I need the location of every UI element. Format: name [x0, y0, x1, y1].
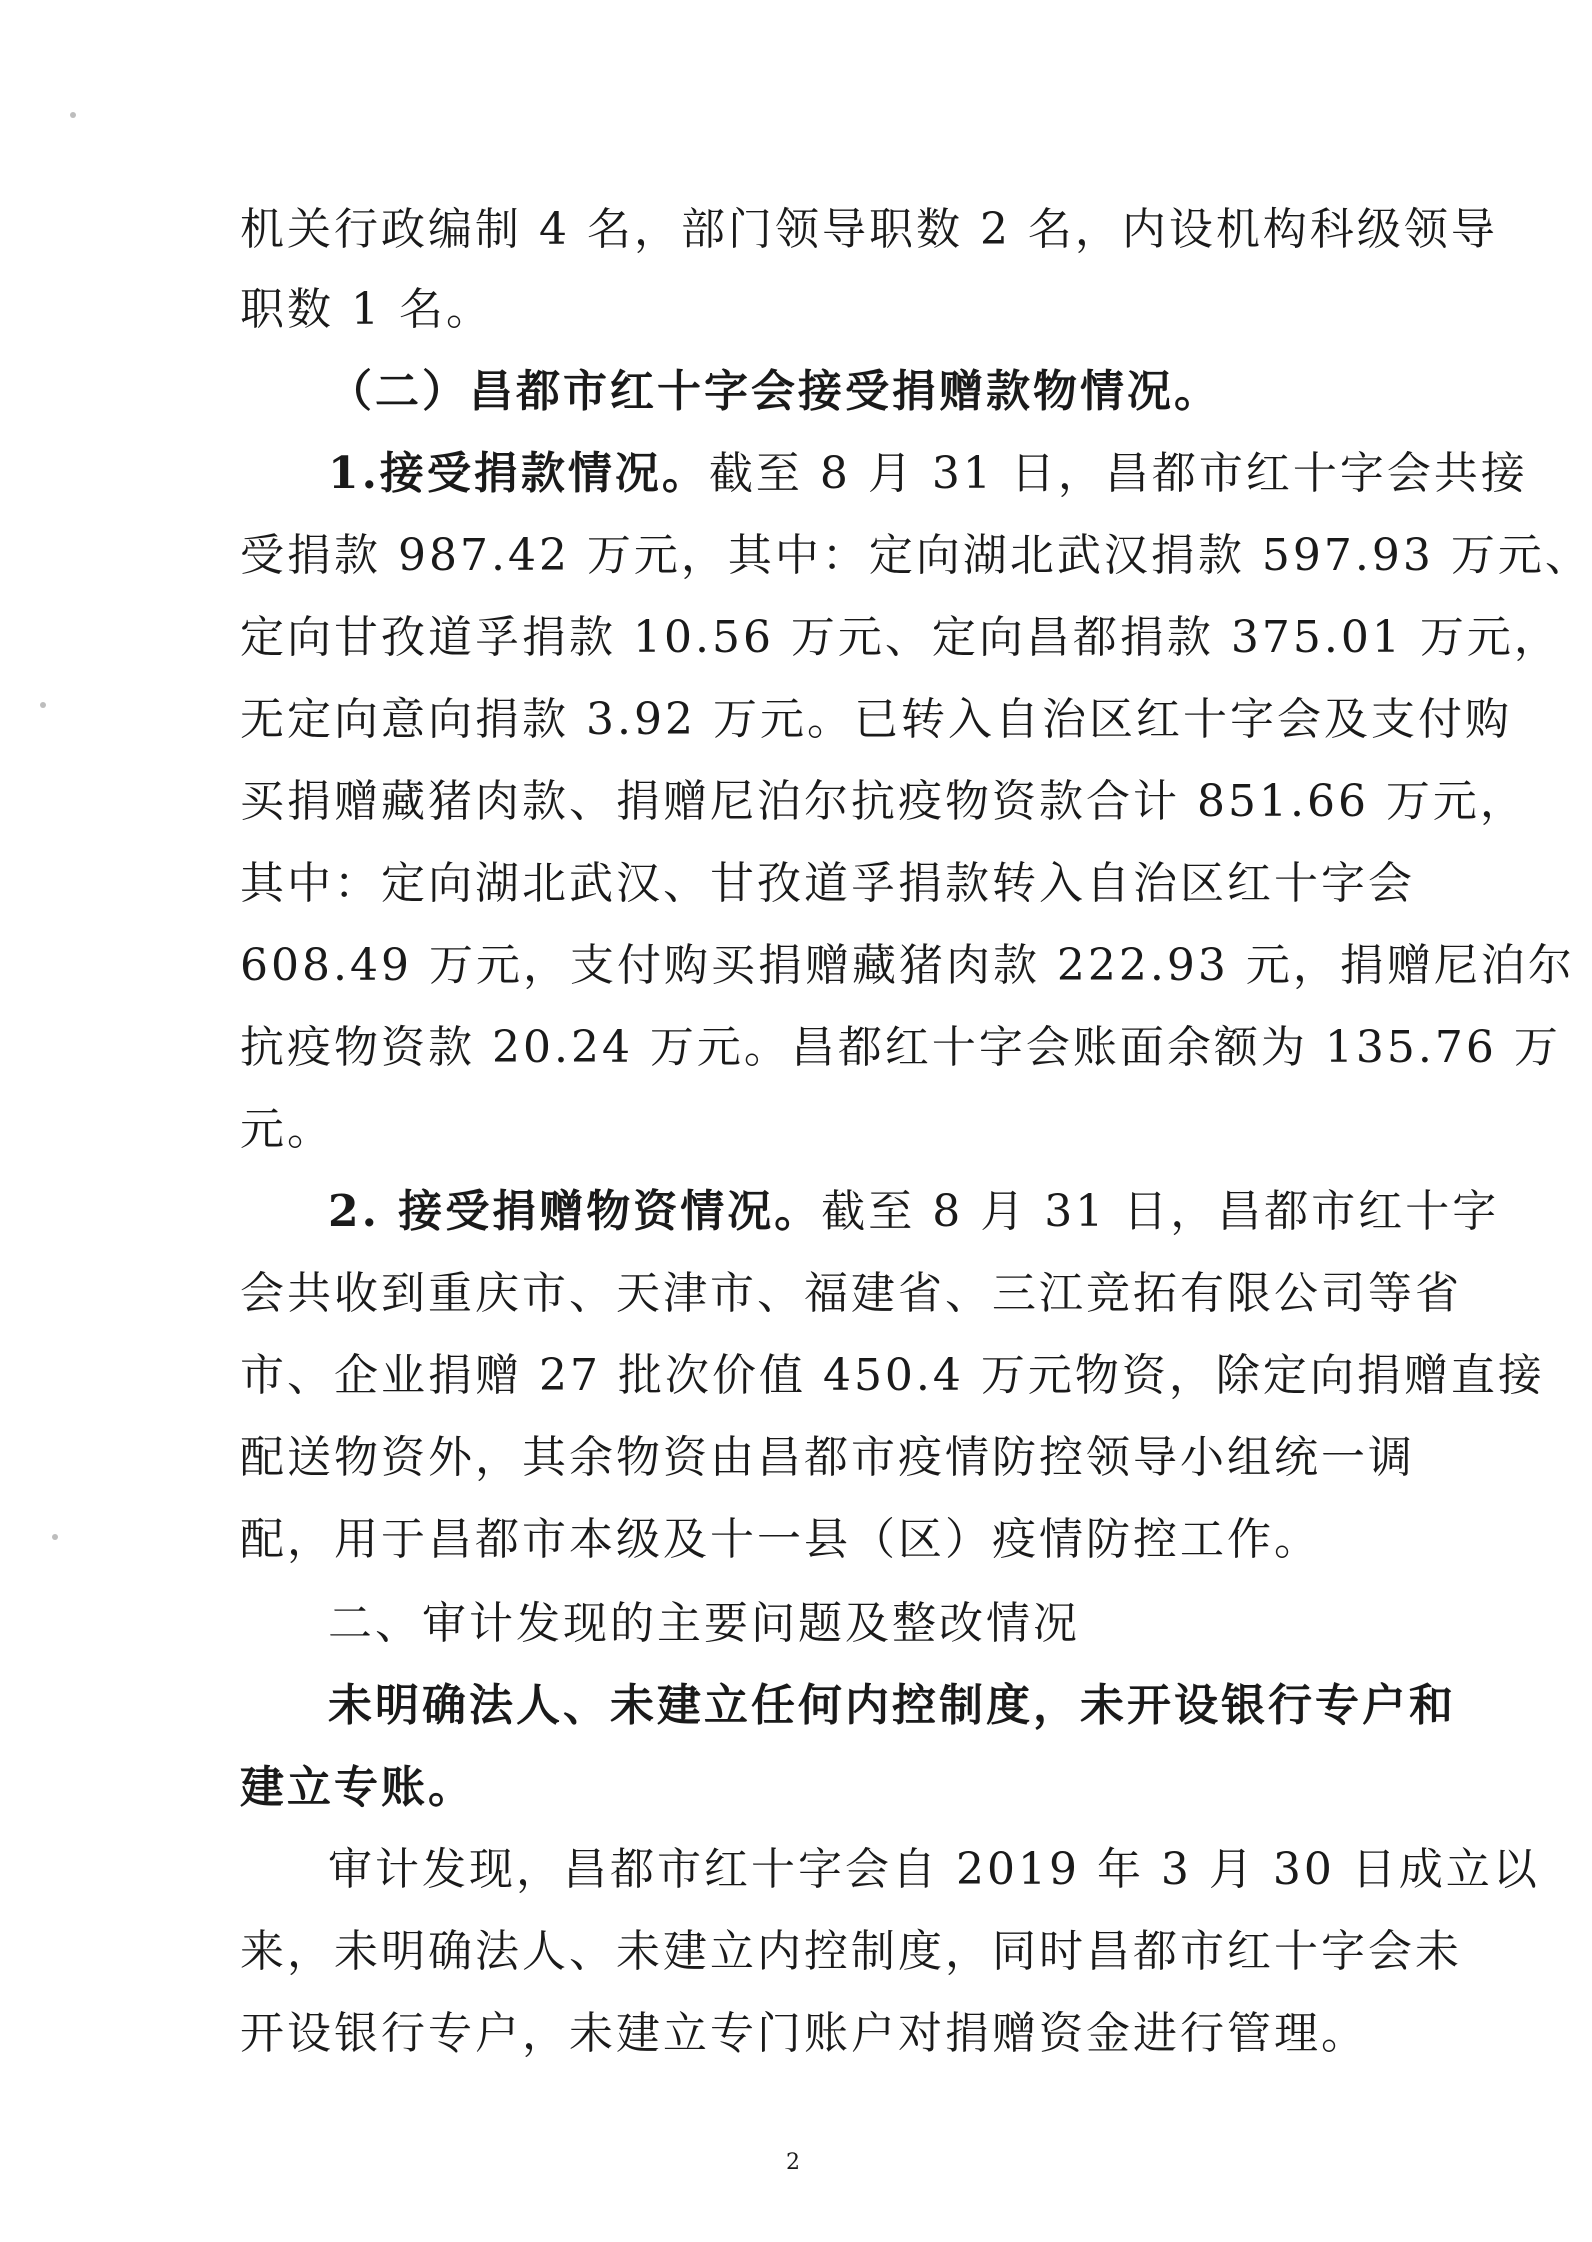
- body-line: 会共收到重庆市、天津市、福建省、三江竞拓有限公司等省: [240, 1268, 1462, 1319]
- paragraph-first-line: [328, 1182, 1500, 1246]
- paragraph-text: 截至 8 月 31 日，昌都市红十字: [821, 1186, 1500, 1237]
- body-line: 配，用于昌都市本级及十一县（区）疫情防控工作。: [240, 1514, 1321, 1565]
- body-line: 审计发现，昌都市红十字会自 2019 年 3 月 30 日成立以: [328, 1844, 1540, 1895]
- scan-speck: [70, 112, 76, 118]
- body-line: 608.49 万元，支付购买捐赠藏猪肉款 222.93 元，捐赠尼泊尔: [240, 940, 1575, 991]
- body-line: 市、企业捐赠 27 批次价值 450.4 万元物资，除定向捐赠直接: [240, 1350, 1545, 1401]
- body-line: 职数 1 名。: [240, 284, 493, 335]
- body-line: 其中：定向湖北武汉、甘孜道孚捐款转入自治区红十字会: [240, 858, 1415, 909]
- paragraph-heading: 2. 接受捐赠物资情况。: [328, 1186, 822, 1237]
- body-line: 受捐款 987.42 万元，其中：定向湖北武汉捐款 597.93 万元、: [240, 530, 1592, 581]
- paragraph-text: 截至 8 月 31 日，昌都市红十字会共接: [708, 448, 1528, 499]
- paragraph-first-line: [328, 444, 1528, 508]
- chapter-heading: 二、审计发现的主要问题及整改情况: [328, 1598, 1080, 1649]
- paragraph-heading: 1.接受捐款情况。: [328, 448, 709, 499]
- page-number: 2: [786, 2150, 800, 2175]
- bold-finding-line: 建立专账。: [240, 1762, 475, 1813]
- body-line: 来，未明确法人、未建立内控制度，同时昌都市红十字会未: [240, 1926, 1462, 1977]
- body-line: 无定向意向捐款 3.92 万元。已转入自治区红十字会及支付购: [240, 694, 1512, 745]
- body-line: 配送物资外，其余物资由昌都市疫情防控领导小组统一调: [240, 1432, 1415, 1483]
- body-line: 元。: [240, 1104, 334, 1155]
- scan-speck: [52, 1534, 58, 1540]
- body-line: 开设银行专户，未建立专门账户对捐赠资金进行管理。: [240, 2008, 1368, 2059]
- body-line: 抗疫物资款 20.24 万元。昌都红十字会账面余额为 135.76 万: [240, 1022, 1561, 1073]
- body-line: 定向甘孜道孚捐款 10.56 万元、定向昌都捐款 375.01 万元，: [240, 612, 1561, 663]
- section-heading: （二）昌都市红十字会接受捐赠款物情况。: [328, 366, 1221, 417]
- body-line: 机关行政编制 4 名，部门领导职数 2 名，内设机构科级领导: [240, 204, 1498, 255]
- body-line: 买捐赠藏猪肉款、捐赠尼泊尔抗疫物资款合计 851.66 万元，: [240, 776, 1527, 827]
- bold-finding-line: 未明确法人、未建立任何内控制度，未开设银行专户和: [328, 1680, 1456, 1731]
- scan-speck: [40, 702, 46, 708]
